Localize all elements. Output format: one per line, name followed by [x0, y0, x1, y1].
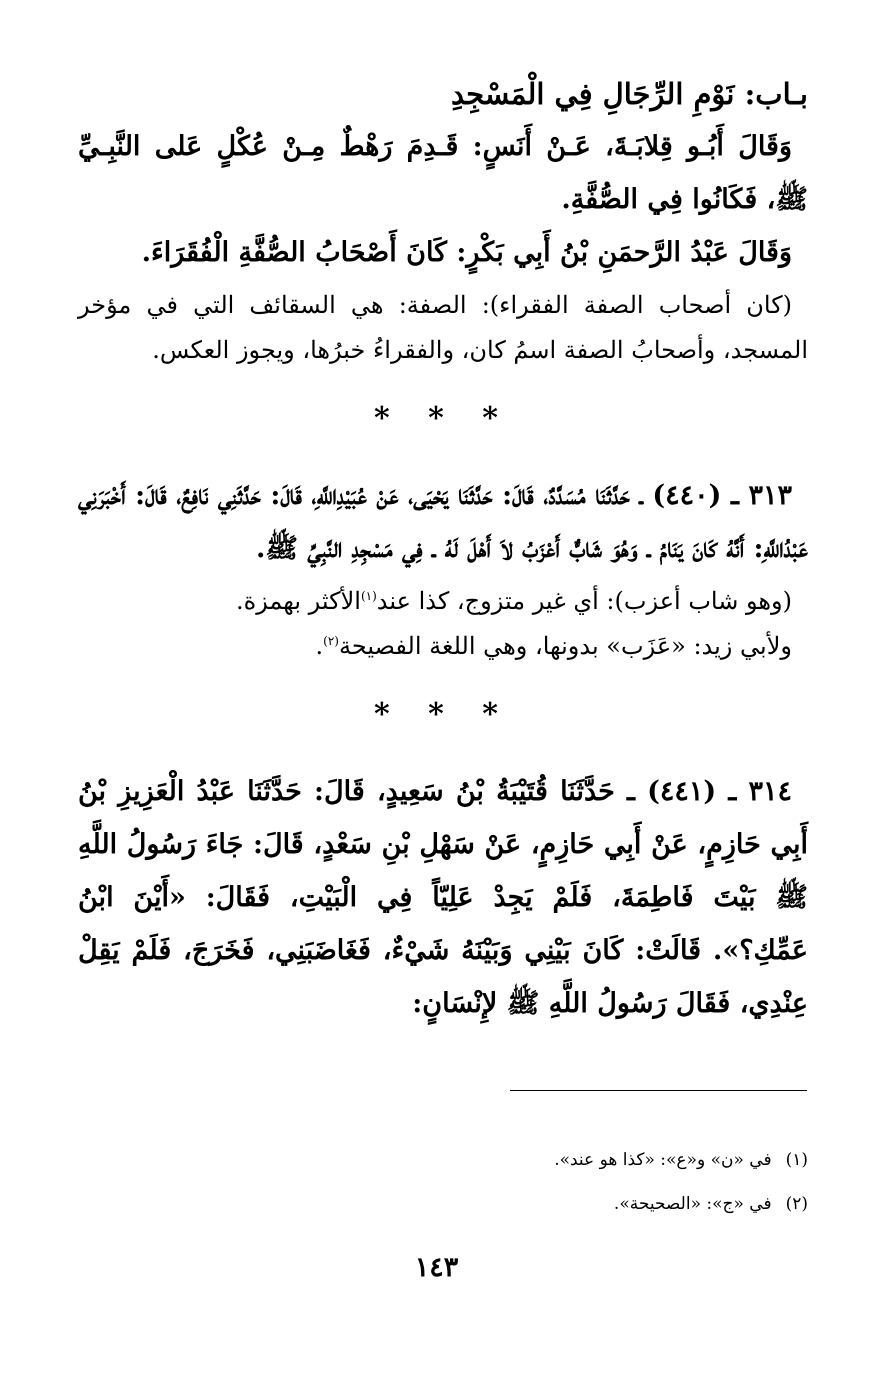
- footnote-text: في «ج»: «الصحيحة».: [613, 1194, 772, 1214]
- commentary-text: (وهو شاب أعزب): أي غير متزوج، كذا عند: [376, 587, 792, 615]
- footnote-ref-2: (٢): [323, 634, 339, 648]
- hadith-313-commentary-1: [78, 579, 808, 624]
- footnote-text: في «ن» و«ع»: «كذا هو عند».: [554, 1150, 772, 1170]
- section-separator: * * *: [374, 697, 512, 732]
- footnote-1: [300, 1138, 808, 1182]
- footnote-number: (٢): [785, 1194, 808, 1214]
- hadith-313-commentary-2: [78, 624, 808, 669]
- intro-narration-abdurrahman: وَقَالَ عَبْدُ الرَّحمَنِ بْنُ أَبِي بَكْرٍ: كَانَ أَصْحَابُ الصُّفَّةِ الْفُقَرَاءَ.: [141, 237, 792, 268]
- footnote-divider: [510, 1090, 807, 1091]
- page-number: ١٤٣: [414, 1252, 459, 1283]
- section-separator: * * *: [374, 401, 512, 436]
- footnote-number: (١): [785, 1150, 808, 1170]
- commentary-text: الأكثر بهمزة.: [235, 587, 361, 615]
- footnotes: [300, 1138, 808, 1226]
- footnote-2: [300, 1182, 808, 1226]
- commentary-text: .: [315, 632, 324, 660]
- footnote-ref-1: (١): [360, 589, 377, 603]
- intro-narration-abu-qilaba: وَقَالَ أَبُـو قِلابَـةَ، عَـنْ أَنَسٍ: قَـدِمَ رَهْطٌ مِـنْ عُكْلٍ عَلى النَّبِـيِّ ﷺ، فَكَانُوا فِي الصُّفَّةِ.: [78, 131, 808, 215]
- chapter-title: بـاب: نَوْمِ الرِّجَالِ فِي الْمَسْجِدِ: [450, 77, 808, 111]
- intro-commentary: (كان أصحاب الصفة الفقراء): الصفة: هي السقائف التي في مؤخر المسجد، وأصحابُ الصفة اسمُ كان، والفقراءُ خبرُها، ويجوز العكس.: [78, 291, 808, 364]
- hadith-314-text: ٣١٤ ـ (٤٤١) ـ حَدَّثَنَا قُتَيْبَةُ بْنُ سَعِيدٍ، قَالَ: حَدَّثَنَا عَبْدُ الْعَزِيزِ بْنُ أَبِي حَازِمٍ، عَنْ أَبِي حَازِمٍ، عَنْ سَهْلِ بْنِ سَعْدٍ، قَالَ: جَاءَ رَسُولُ اللَّهِ ﷺ بَيْتَ فَاطِمَةَ، فَلَمْ يَجِدْ عَلِيّاً فِي الْبَيْتِ، فَقَالَ: «أَيْنَ ابْنُ عَمِّكِ؟». قَالَتْ: كَانَ بَيْنِي وَبَيْنَهُ شَيْءٌ، فَغَاضَبَنِي، فَخَرَجَ، فَلَمْ يَقِلْ عِنْدِي، فَقَالَ رَسُولُ اللَّهِ ﷺ لإِنْسَانٍ:: [78, 776, 808, 1019]
- commentary-text: ولأبي زيد: «عَزَب» بدونها، وهي اللغة الفصيحة: [338, 632, 792, 660]
- page-body: [78, 70, 808, 1030]
- hadith-313-text: ٣١٣ ـ (٤٤٠) ـ حَدَّثَنَا مُسَدَّدٌ، قَالَ: حَدَّثَنَا يَحْيَى، عَنْ عُبَيْدِاللَّهِ، قَالَ: حَدَّثَنِي نَافِعٌ، قَالَ: أَخْبَرَنِي عَبْدُاللَّهِ: أَنَّهُ كَانَ يَنَامُ ـ وَهُوَ شَابٌّ أَعْزَبُ لاَ أَهْلَ لَهُ ـ فِي مَسْجِدِ النَّبِيِّ ﷺ.: [78, 480, 808, 564]
